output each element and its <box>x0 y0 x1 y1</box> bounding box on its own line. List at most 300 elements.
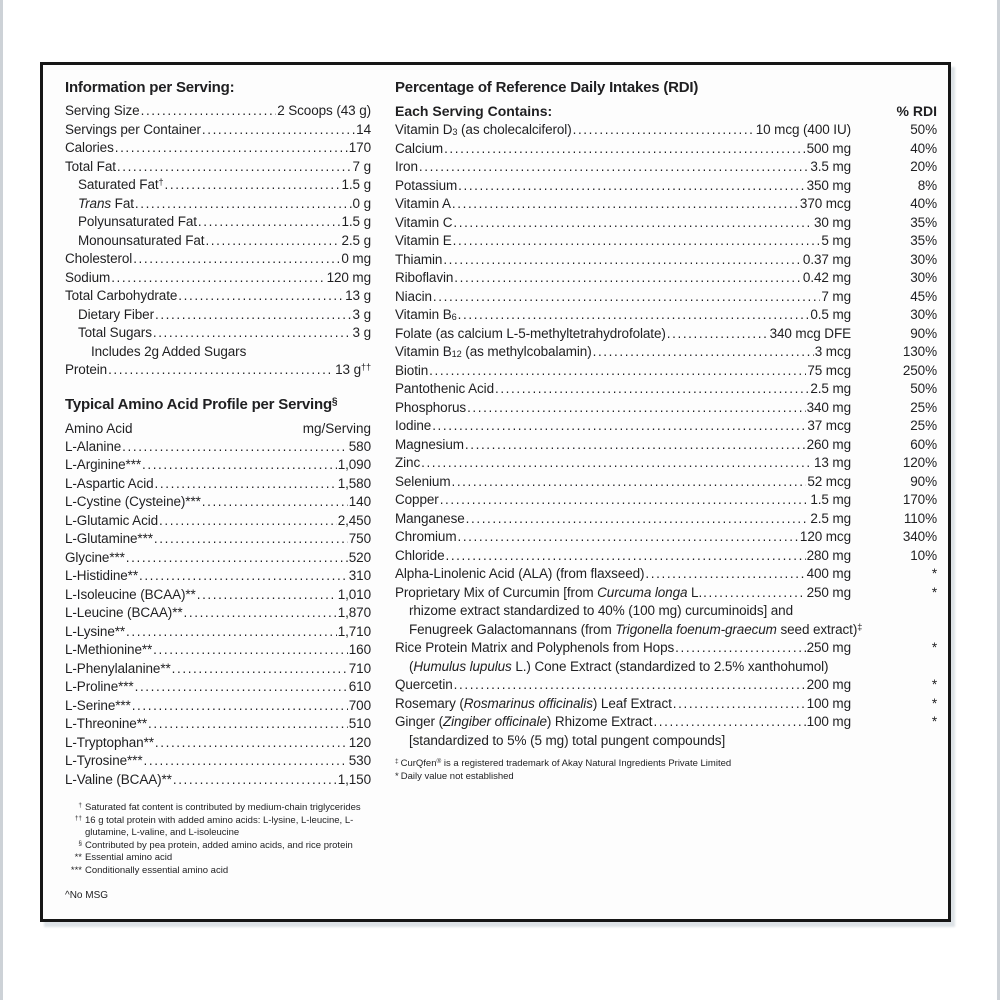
nutrient-name: Rosemary (Rosmarinus officinalis) Leaf Extract <box>395 695 672 711</box>
amino-acid-row <box>65 438 371 457</box>
dot-leader <box>645 565 805 584</box>
dot-leader <box>153 324 352 343</box>
rdi-row <box>395 584 937 603</box>
nutrient-value: 100 mg <box>806 714 851 729</box>
footnote <box>65 802 371 815</box>
dot-leader <box>573 121 755 140</box>
nutrient-name: Folate (as calcium L-5-methyltetrahydrofolate) <box>395 325 666 341</box>
rdi-row <box>395 232 937 251</box>
rdi-value: 90% <box>910 325 937 341</box>
dot-leader <box>202 493 348 512</box>
nutrition-rows <box>65 102 371 380</box>
dot-leader <box>184 604 337 623</box>
nutrient-value: 0.42 mg <box>802 270 851 285</box>
nutrient-value: 1,870 <box>337 605 371 620</box>
amino-acid-row <box>65 734 371 753</box>
footnote <box>65 865 371 878</box>
nutrient-value: 700 <box>348 697 371 713</box>
row-main <box>395 584 851 603</box>
row-main <box>395 121 851 140</box>
dot-leader <box>205 232 340 251</box>
nutrient-value: 3.5 mg <box>810 159 851 174</box>
amino-acid-row <box>65 715 371 734</box>
nutrition-row <box>65 361 371 380</box>
nutrient-name: Riboflavin <box>395 270 454 285</box>
nutrient-name: Total Carbohydrate <box>65 288 178 303</box>
nutrient-name: Calcium <box>395 140 444 156</box>
nutrition-row <box>65 158 371 177</box>
rdi-value: 30% <box>910 251 937 267</box>
right-footnotes <box>395 757 937 783</box>
dot-leader <box>454 676 806 695</box>
dot-leader <box>148 715 348 734</box>
rdi-value: 45% <box>910 288 937 304</box>
nutrient-value: 1,580 <box>337 475 371 491</box>
dot-leader <box>667 325 769 344</box>
footnote-text: Saturated fat content is contributed by medium-chain triglycerides <box>85 802 361 813</box>
nutrient-name: Vitamin $D_3$ (as cholecalciferol) <box>395 122 572 138</box>
rdi-row <box>395 417 937 436</box>
nutrient-name: Ginger (Zingiber officinale) Rhizome Extract <box>395 714 653 729</box>
nutrient-value: 13 mg <box>813 455 851 470</box>
amino-acid-row <box>65 567 371 586</box>
nutrition-row <box>65 269 371 288</box>
row-main <box>395 713 851 732</box>
footnote-text: Essential amino acid <box>85 852 173 863</box>
rdi-row <box>395 325 937 344</box>
nutrition-row <box>65 250 371 269</box>
dot-leader <box>495 380 809 399</box>
left-column <box>65 78 371 877</box>
percent-rdi-column-header: % RDI <box>896 103 937 119</box>
row-main <box>395 676 851 695</box>
nutrient-name: L-Glutamine*** <box>65 531 153 546</box>
nutrient-name: Potassium <box>395 177 458 193</box>
dot-leader <box>178 287 344 306</box>
nutrient-name: Monounsaturated Fat <box>78 232 205 248</box>
dot-leader <box>165 176 341 195</box>
dot-leader <box>465 436 806 455</box>
row-main <box>395 177 851 196</box>
rdi-title: Percentage of Reference Daily Intakes (RDI) <box>395 79 699 96</box>
nutrition-row <box>65 102 371 121</box>
amino-acid-row <box>65 512 371 531</box>
nutrient-value: 250 mg <box>806 640 851 655</box>
nutrient-name: Saturated Fat† <box>78 176 164 192</box>
nutrient-value: 710 <box>348 660 371 676</box>
nutrient-name: Thiamin <box>395 251 443 267</box>
rdi-value: * <box>931 695 937 711</box>
nutrition-row <box>65 213 371 232</box>
nutrient-name: Servings per Container <box>65 121 201 137</box>
nutrient-name: Selenium <box>395 473 451 489</box>
nutrient-name: Copper <box>395 492 439 507</box>
rdi-row <box>395 510 937 529</box>
row-main <box>395 251 851 270</box>
rdi-value: 8% <box>917 177 937 193</box>
nutrient-value: 2,450 <box>337 512 371 528</box>
nutrient-name: L-Serine*** <box>65 697 131 713</box>
row-main <box>395 362 851 381</box>
nutrient-name: Iron <box>395 159 418 174</box>
row-main <box>395 158 851 177</box>
nutrient-value: 37 mcg <box>807 418 851 433</box>
nutrient-name: Proprietary Mix of Curcumin [from Curcuma longa L. <box>395 584 703 600</box>
nutrient-value: 280 mg <box>806 547 851 563</box>
nutrient-value: 7 g <box>352 158 371 174</box>
dot-leader <box>141 102 277 121</box>
nutrient-name: Dietary Fiber <box>78 306 154 322</box>
nutrient-value: 1,010 <box>337 586 371 602</box>
nutrient-name: Iodine <box>395 418 432 433</box>
nutrient-value: 160 <box>348 642 371 657</box>
nutrient-value: 370 mcg <box>799 196 851 211</box>
rdi-value: 60% <box>910 436 937 452</box>
nutrient-value: 530 <box>348 753 371 768</box>
dot-leader <box>675 639 805 658</box>
rdi-row <box>395 251 937 270</box>
rdi-row <box>395 195 937 214</box>
rdi-value: 35% <box>910 214 937 230</box>
nutrient-value: 1.5 mg <box>810 492 851 507</box>
nutrient-value: 2 Scoops (43 g) <box>277 103 371 118</box>
nutrient-value: 580 <box>348 438 371 454</box>
nutrition-row <box>65 121 371 140</box>
rdi-row <box>395 713 937 732</box>
dot-leader <box>421 454 813 473</box>
nutrient-value: 0.37 mg <box>802 251 851 267</box>
footnote-text: 16 g total protein with added amino acids: L-lysine, L-leucine, L-glutamine, L-valine, and L-isoleucine <box>85 814 354 838</box>
dot-leader <box>429 362 806 381</box>
rdi-row <box>395 695 937 714</box>
nutrient-name: Pantothenic Acid <box>395 381 494 396</box>
dot-leader <box>444 140 806 159</box>
nutrient-name: L-Aspartic Acid <box>65 475 154 491</box>
continuation-line: [standardized to 5% (5 mg) total pungent compounds] <box>409 732 726 748</box>
row-main <box>395 325 851 344</box>
nutrient-name: L-Threonine** <box>65 716 148 731</box>
nutrient-value: 7 mg <box>821 288 851 304</box>
nutrient-name: Manganese <box>395 510 465 526</box>
footnote-text: Daily value not established <box>400 771 514 782</box>
nutrient-value: 610 <box>348 679 371 694</box>
dot-leader <box>115 139 348 158</box>
nutrient-value: 3 g <box>352 325 371 340</box>
nutrient-value: 140 <box>348 494 371 509</box>
nutrient-value: 1,710 <box>337 623 371 639</box>
row-main <box>395 473 851 492</box>
dot-leader <box>703 584 805 603</box>
nutrient-value: 200 mg <box>806 677 851 692</box>
dot-leader <box>453 214 813 233</box>
amino-acid-row <box>65 752 371 771</box>
nutrient-name: L-Tryptophan** <box>65 734 154 750</box>
row-main <box>395 306 851 325</box>
dot-leader <box>144 752 348 771</box>
nutrient-value: 520 <box>348 549 371 565</box>
nutrition-row <box>65 195 371 214</box>
row-main <box>395 214 851 233</box>
nutrient-value: 250 mg <box>806 584 851 600</box>
nutrient-name: Trans Fat <box>78 195 134 211</box>
dot-leader <box>458 177 805 196</box>
nutrient-value: 500 mg <box>806 140 851 156</box>
nutrient-name: Chromium <box>395 529 457 544</box>
no-msg-note: ^No MSG <box>65 890 109 901</box>
dot-leader <box>159 512 337 531</box>
nutrient-value: 340 mg <box>806 399 851 415</box>
rdi-value: 30% <box>910 270 937 285</box>
nutrient-name: Rice Protein Matrix and Polyphenols from Hops <box>395 640 675 655</box>
dot-leader <box>457 528 798 547</box>
nutrient-value: 2.5 g <box>341 232 371 248</box>
dot-leader <box>111 269 325 288</box>
rdi-row <box>395 177 937 196</box>
rdi-value: * <box>931 714 937 729</box>
nutrient-name: Vitamin A <box>395 196 451 211</box>
nutrient-name: Magnesium <box>395 436 464 452</box>
row-main <box>395 399 851 418</box>
nutrient-value: 400 mg <box>806 566 851 581</box>
left-footnotes <box>65 802 371 877</box>
nutrient-value: 310 <box>348 568 371 583</box>
row-main <box>395 269 851 288</box>
amino-acid-row <box>65 475 371 494</box>
rdi-row <box>395 140 937 159</box>
nutrient-value: 340 mcg DFE <box>769 325 851 341</box>
each-serving-contains-header: Each Serving Contains: <box>395 103 553 119</box>
nutrient-value: 100 mg <box>806 695 851 711</box>
nutrient-name: Biotin <box>395 362 429 378</box>
amino-acid-row <box>65 530 371 549</box>
nutrient-value: 0.5 mg <box>810 307 851 322</box>
row-main <box>395 417 851 436</box>
amino-acid-row <box>65 660 371 679</box>
nutrient-name: Serving Size <box>65 103 140 118</box>
nutrient-name: Vitamin C <box>395 214 453 230</box>
dot-leader <box>133 250 340 269</box>
dot-leader <box>126 549 348 568</box>
nutrient-name: L-Cystine (Cysteine)*** <box>65 494 201 509</box>
dot-leader <box>453 232 821 251</box>
rdi-value: 170% <box>902 492 937 507</box>
nutrient-value: 1.5 g <box>341 177 371 192</box>
dot-leader <box>452 195 799 214</box>
nutrient-value: 5 mg <box>821 233 851 248</box>
nutrient-name: L-Proline*** <box>65 679 134 694</box>
dot-leader <box>445 547 805 566</box>
nutrient-name: Chloride <box>395 547 445 563</box>
rdi-value: 120% <box>902 455 937 470</box>
nutrient-name: L-Lysine** <box>65 623 126 639</box>
nutrient-name: Niacin <box>395 288 432 304</box>
rdi-value: 340% <box>902 529 937 544</box>
dot-leader <box>433 288 820 307</box>
amino-acid-row <box>65 641 371 660</box>
rdi-value: * <box>931 566 937 581</box>
amino-acid-row <box>65 604 371 623</box>
dot-leader <box>155 306 352 325</box>
nutrition-row <box>65 324 371 343</box>
footnote-symbol: § <box>78 839 82 847</box>
rdi-row <box>395 491 937 510</box>
nutrient-name: Phosphorus <box>395 399 467 415</box>
footnote-symbol: † <box>78 802 82 810</box>
nutrient-name: Vitamin $B_6$ <box>395 307 457 323</box>
nutrient-name: L-Tyrosine*** <box>65 753 143 768</box>
nutrient-name: Vitamin $B_{12}$ (as methylcobalamin) <box>395 344 592 360</box>
dot-leader <box>117 158 352 177</box>
dot-leader <box>197 586 337 605</box>
nutrient-value: 2.5 mg <box>810 510 851 526</box>
row-main <box>395 140 851 159</box>
row-main <box>395 491 851 510</box>
dot-leader <box>122 438 348 457</box>
amino-acid-row <box>65 586 371 605</box>
amino-acid-row <box>65 493 371 512</box>
rdi-row <box>395 676 937 695</box>
nutrient-name: L-Valine (BCAA)** <box>65 771 172 787</box>
rdi-value: 50% <box>910 122 937 137</box>
footnote-symbol: * <box>395 771 399 782</box>
footnote-symbol: ** <box>74 852 82 863</box>
rdi-value: 110% <box>903 510 937 526</box>
mg-per-serving-column-header: mg/Serving <box>302 420 371 436</box>
dot-leader <box>202 121 355 140</box>
amino-acid-row <box>65 678 371 697</box>
dot-leader <box>673 695 806 714</box>
continuation-line: Fenugreek Galactomannans (from Trigonella foenum-graecum seed extract)‡ <box>409 621 863 637</box>
dot-leader <box>154 530 348 549</box>
amino-acid-row <box>65 771 371 790</box>
rdi-value: * <box>931 640 937 655</box>
rdi-row <box>395 436 937 455</box>
nutrient-value: 52 mcg <box>807 473 851 489</box>
dot-leader <box>173 771 337 790</box>
rdi-row <box>395 639 937 658</box>
rdi-row <box>395 214 937 233</box>
nutrient-value: 120 mcg <box>799 529 851 544</box>
nutrient-value: 13 g <box>345 288 371 303</box>
nutrient-name: Total Fat <box>65 158 116 174</box>
row-main <box>395 380 851 399</box>
row-main <box>395 454 851 473</box>
footnote <box>395 757 937 770</box>
dot-leader <box>135 195 352 214</box>
rdi-value: 250% <box>902 362 937 378</box>
nutrient-name: Calories <box>65 140 114 155</box>
nutrition-row <box>65 306 371 325</box>
rdi-row <box>395 362 937 381</box>
dot-leader <box>155 734 348 753</box>
rdi-row <box>395 306 937 325</box>
dot-leader <box>653 713 805 732</box>
nutrient-name: Includes 2g Added Sugars <box>91 343 247 359</box>
nutrient-value: 350 mg <box>806 177 851 193</box>
rdi-value: 40% <box>910 196 937 211</box>
footnote-text: Conditionally essential amino acid <box>85 864 229 876</box>
nutrient-name: Protein <box>65 362 108 377</box>
continuation-line: (Humulus lupulus L.) Cone Extract (standardized to 2.5% xanthohumol) <box>409 658 829 674</box>
amino-acid-section <box>65 395 371 790</box>
dot-leader <box>467 399 806 418</box>
rdi-value: 50% <box>910 381 937 396</box>
amino-acid-column-header: Amino Acid <box>65 420 133 436</box>
footnote-symbol: †† <box>74 814 82 822</box>
nutrient-name: Cholesterol <box>65 251 133 266</box>
nutrient-value: 13 g†† <box>335 361 371 377</box>
footnote-text: CurQfen® is a registered trademark of Akay Natural Ingredients Private Limited <box>400 758 732 769</box>
nutrient-value: 510 <box>348 716 371 731</box>
rdi-row <box>395 473 937 492</box>
rdi-value: 130% <box>902 344 937 359</box>
rdi-rows <box>395 121 937 750</box>
nutrient-value: 10 mcg (400 IU) <box>755 122 851 137</box>
dot-leader <box>454 269 802 288</box>
nutrient-value: 14 <box>356 121 371 137</box>
dot-leader <box>132 697 348 716</box>
rdi-row <box>395 565 937 584</box>
row-main <box>395 639 851 658</box>
rdi-row <box>395 158 937 177</box>
rdi-value: 20% <box>910 159 937 174</box>
dot-leader <box>443 251 802 270</box>
row-main <box>395 510 851 529</box>
continuation-line: rhizome extract standardized to 40% (100 mg) curcuminoids] and <box>409 603 793 618</box>
dot-leader <box>139 567 348 586</box>
nutrient-value: 750 <box>348 531 371 546</box>
rdi-row <box>395 528 937 547</box>
footnote <box>65 815 371 840</box>
nutrient-value: 0 mg <box>341 251 371 266</box>
rdi-value: 35% <box>910 233 937 248</box>
nutrient-name: Zinc <box>395 455 421 470</box>
dot-leader <box>458 306 810 325</box>
rdi-row <box>395 380 937 399</box>
nutrient-name: L-Glutamic Acid <box>65 512 159 528</box>
amino-acid-row <box>65 623 371 642</box>
rdi-value: * <box>931 677 937 692</box>
dot-leader <box>451 473 806 492</box>
footnote <box>395 770 937 783</box>
footnote-text: Contributed by pea protein, added amino acids, and rice protein <box>85 839 353 851</box>
rdi-row <box>395 121 937 140</box>
supplement-facts-panel <box>40 62 951 922</box>
amino-acid-row <box>65 697 371 716</box>
nutrition-row <box>65 176 371 195</box>
nutrient-name: Vitamin E <box>395 233 452 248</box>
amino-profile-title: Typical Amino Acid Profile per Serving§ <box>65 395 338 413</box>
nutrient-value: 170 <box>348 140 371 155</box>
nutrient-value: 3 mcg <box>814 344 851 359</box>
dot-leader <box>155 475 337 494</box>
rdi-value: 25% <box>910 399 937 415</box>
nutrient-value: 0 g <box>352 195 371 211</box>
nutrient-name: L-Histidine** <box>65 568 138 583</box>
nutrient-value: 260 mg <box>806 436 851 452</box>
row-main <box>395 547 851 566</box>
nutrient-value: 120 <box>348 734 371 750</box>
amino-acid-rows <box>65 438 371 790</box>
nutrient-name: L-Isoleucine (BCAA)** <box>65 586 196 602</box>
dot-leader <box>440 491 810 510</box>
rdi-row <box>395 454 937 473</box>
row-main <box>395 288 851 307</box>
nutrient-name: Alpha-Linolenic Acid (ALA) (from flaxseed) <box>395 566 645 581</box>
nutrient-name: Polyunsaturated Fat <box>78 214 197 229</box>
nutrient-value: 1,090 <box>337 457 371 472</box>
nutrient-value: 120 mg <box>326 269 371 285</box>
